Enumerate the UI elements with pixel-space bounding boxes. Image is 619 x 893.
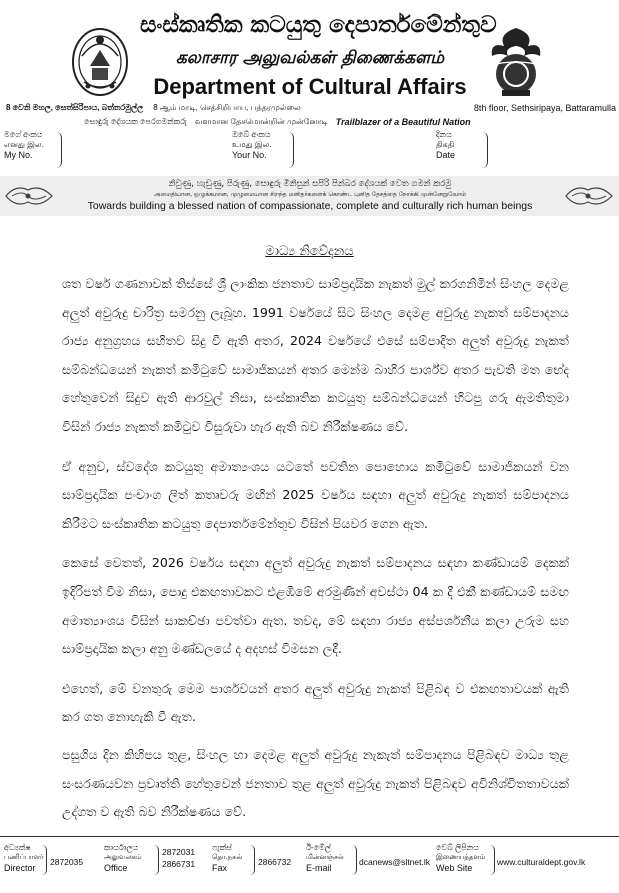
paragraph: කෙසේ වෙතත්, 2026 වර්ෂය සඳහා අලුත් අවුරුදු නැකත් සම්පාදනය සඳහා කණ්ඩායම් දෙකක් ඉදිරිපත් වීම නිසා, පොදු එකඟතාවකට එළඹීමේ අරමුණින් අවස්ථා 04 ක දී එකී කණ්ඩායම් සමඟ අමාත්‍යාංශය විසින් සාකච්ඡා පවත්වා ඇත. තවද, මේ සඳහා රාජ්‍ය අස්පර්ශනීය කලා උරුම සහ සාම්ප්‍රදායික කලා අනු මණ්ඩලයේ ද අදහස් විමසන ලදී. <box>62 555 569 657</box>
ornament-left-icon <box>4 182 54 210</box>
website-label-si: වෙබ් ලිපිනය <box>436 843 479 852</box>
department-title-english: Department of Cultural Affairs <box>153 74 467 99</box>
fax-contact <box>212 843 242 873</box>
address-sinhala: 8 වෙනි මහල, සෙත්සිරිපාය, බත්තරමුල්ල <box>6 103 144 112</box>
brace-icon <box>352 845 357 875</box>
email-label-en: E-mail <box>306 863 332 873</box>
motto-sinhala: නිවුණු, හැඩුණු, පිරුණු, සොඳුරු මිනිසුන් සපිරි පින්බර දේශයක් වෙත ගමන් කරමු <box>168 179 452 189</box>
motto-band <box>0 176 619 216</box>
department-title-sinhala: සංස්කෘතික කටයුතු දෙපාර්තමේන්තුව <box>140 12 497 38</box>
brace-icon <box>154 845 159 875</box>
date-label-ta: திகதி <box>436 140 455 149</box>
email-contact <box>306 843 344 873</box>
paragraph: පසුගිය දින කිහිපය තුළ, සිංහල හා දෙමළ අලුත් අවුරුදු නැකැත් සම්පාදනය පිළිබඳව මාධ්‍ය තුළ සංසරණයවන ප්‍රවෘත්ති හේතුවෙන් ජනතාව තුළ අලුත් අවුරුදු නැකත් පිළිබඳව අවිනිශ්චිතතාවයක් උද්ගත ව ඇති බව නිරීක්ෂණය වේ. <box>62 746 569 820</box>
brace-icon <box>288 132 294 168</box>
date-label-si: දිනය <box>436 130 452 139</box>
website-contact <box>436 843 485 873</box>
brace-icon <box>42 845 47 875</box>
contact-footer <box>0 836 619 893</box>
office-label-ta: அலுவலகம் <box>104 854 142 861</box>
address-english: 8th floor, Sethsiripaya, Battaramulla <box>473 103 616 113</box>
email-label-ta: மின்னஞ்சல் <box>306 854 344 861</box>
office-phone-2: 2866731 <box>162 859 196 869</box>
email-label-si: ඊ-මේල් <box>306 843 331 852</box>
your-number-label-en: Your No. <box>232 150 267 160</box>
pot-of-plenty-logo-icon <box>484 24 548 100</box>
my-number-field <box>4 130 44 160</box>
document-body <box>62 270 569 838</box>
director-label-si: අධ්‍යක්ෂ <box>4 843 31 852</box>
office-phone-1: 2872031 <box>162 847 196 857</box>
director-label-ta: பணிப்பாளர் <box>4 854 44 861</box>
brace-icon <box>56 132 62 168</box>
sri-lanka-emblem-icon <box>70 26 130 98</box>
document-title <box>0 244 619 259</box>
brace-icon <box>482 132 488 168</box>
website-label-ta: இணையத்தளம் <box>436 854 486 861</box>
director-phone: 2872035 <box>50 857 84 867</box>
ornament-right-icon <box>564 182 614 210</box>
tagline-sinhala: සොඳුරු දේශයක පෙරගමන්කරු <box>84 117 187 126</box>
director-label-en: Director <box>4 863 36 873</box>
office-contact <box>104 843 142 873</box>
address-line <box>6 103 616 113</box>
your-number-field <box>232 130 272 160</box>
brace-icon <box>250 845 255 875</box>
tagline-line <box>84 117 604 127</box>
office-label-si: කාර්යාලය <box>104 843 139 852</box>
address-tamil: 8 ஆம் மாடி, செத்சிறிபாய, பத்தரமுல்லை <box>153 103 301 112</box>
fax-label-si: ෆැක්ස් <box>212 843 232 852</box>
fax-number: 2866732 <box>258 857 292 867</box>
motto-tamil: அமைதியான, ஒழுக்கமான, முழுமையான சிறந்த மனிதர்களைக் கொண்ட புனித தேசத்தை நோக்கி முன்னேறுவோம் <box>153 191 467 198</box>
paragraph: එහෙත්, මේ වනතුරු මෙම පාර්ශවයන් අතර අලුත් අවුරුදු නැකත් පිළිබඳ ව එකඟතාවයක් ඇති කර ගත නොහැකි වී ඇත. <box>62 680 569 725</box>
department-title-tamil: கலாசார அலுவல்கள் திணைக்களம் <box>175 48 445 68</box>
fax-label-en: Fax <box>212 863 228 873</box>
paragraph: ශත වර්ෂ ගණනාවක් තිස්සේ ශ්‍රී ලාංකික ජනතාව සාම්ප්‍රදායික නැකත් මුල් කරගනිමින් සිංහල දෙමළ අලුත් අවුරුදු චාරිත්‍ර සමරනු ලැබූහ. 1991 වර්ෂයේ සිට සිංහල දෙමළ අවුරුදු නැකත් සම්පාදනය රාජ්‍ය අනුග්‍රහය සහිතව සිදු වී ඇති අතර, 2024 වර්ෂයේ එසේ සම්පාදිත අලුත් අවුරුදු නැකත් සම්බන්ධයෙන් නැකත් කමිටුවේ සාමාජිකයන් අතර මෙන්ම බාහිර පාර්ශ්ව අතර පැවති මත භේද හේතුවෙන් සිදුව ඇති ආරවුල් නිසා, සංස්කෘතික කටයුතු සම්බන්ධයෙන් හිටපු ගරු ඇමතිතුමා විසින් රාජ්‍ය නැකත් කමිටුව විසුරුවා හැර ඇති බව නිරීක්ෂණය වේ. <box>62 276 569 434</box>
my-number-label-si: මගේ අංකය <box>4 130 43 139</box>
your-number-label-si: ඔබේ අංකය <box>232 130 271 139</box>
reference-fields <box>0 130 619 172</box>
office-label-en: Office <box>104 863 128 873</box>
date-field <box>436 130 455 160</box>
your-number-label-ta: உமது இல. <box>232 140 272 149</box>
fax-label-ta: தொ.நகல் <box>212 854 243 861</box>
tagline-english: Trailblazer of a Beautiful Nation <box>335 117 471 127</box>
date-label-en: Date <box>436 150 456 160</box>
website-label-en: Web Site <box>436 863 473 873</box>
director-contact <box>4 843 44 873</box>
website-url[interactable]: www.culturaldept.gov.lk <box>497 857 586 867</box>
my-number-label-ta: எனது இல. <box>4 140 44 149</box>
my-number-label-en: My No. <box>4 150 33 160</box>
document-title-text: මාධ්‍ය නිවේදනය <box>265 244 354 259</box>
motto-english: Towards building a blessed nation of compassionate, complete and culturally rich human beings <box>87 200 533 212</box>
paragraph: ඒ අනුව, ස්වදේශ කටයුතු අමාත්‍යංශය යටතේ පවතින පොහොය කමිටුවේ සාමාජිකයන් වන සාම්ප්‍රදායික පංචාංග ලිත් කතෘවරු මඟින් 2025 වර්ෂය සඳහා අලුත් අවුරුදු නැකත් සම්පාදනය කිරීමට සංස්කෘතික කටයුතු දෙපාර්තමේන්තුව විසින් පියවර ගෙන ඇත. <box>62 458 569 531</box>
brace-icon <box>490 845 495 875</box>
tagline-tamil: வளமான தேசமொன்றின் முன்னோடி <box>194 117 328 126</box>
email-address[interactable]: dcanews@sltnet.lk <box>359 857 430 867</box>
